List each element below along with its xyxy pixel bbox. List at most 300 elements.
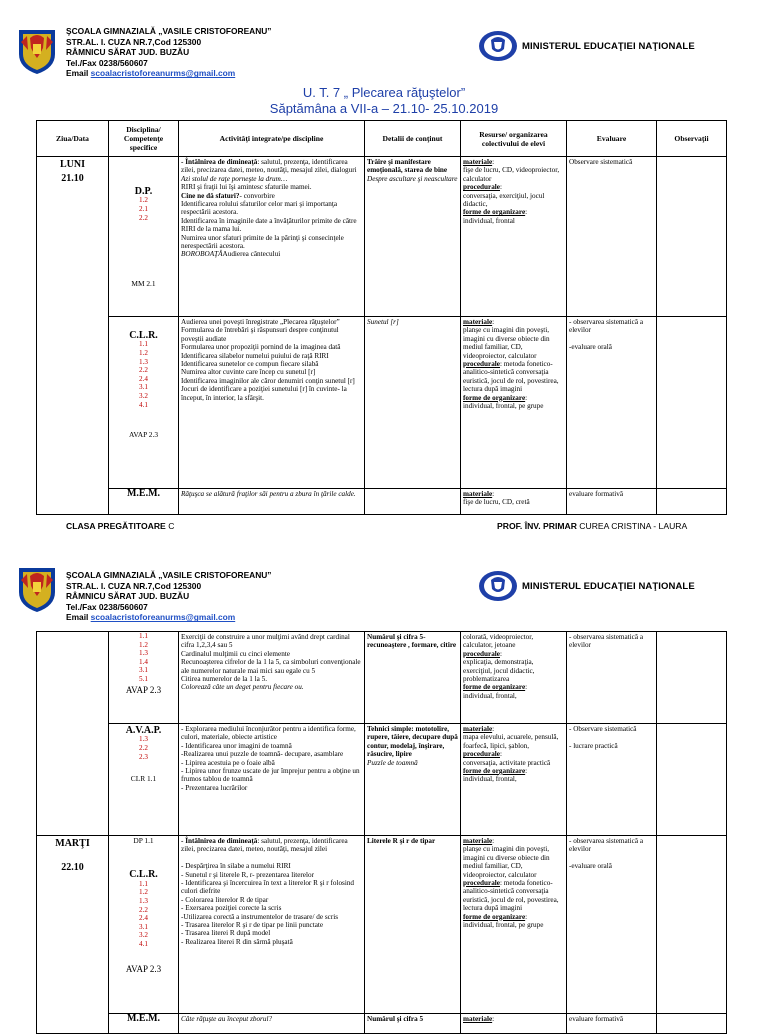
text-run: Exerciţii de construire a unor mulţimi având drept cardinal cifra 1,2,3,4 sau 5 xyxy=(181,633,350,650)
text-run: : xyxy=(492,725,495,733)
text-run: : xyxy=(500,183,502,192)
text-run: : salutul, prezenţa, identificarea zilei, precizarea datei, meteo, noutăţi, mesajul zilei xyxy=(181,837,348,854)
competence-code: 2.2 xyxy=(139,905,148,914)
text-run: - convorbire xyxy=(239,191,275,200)
competence-code: 1.1 xyxy=(139,879,148,888)
table-row xyxy=(37,836,727,1014)
text-run: materiale xyxy=(463,158,493,166)
text-run: : xyxy=(500,649,502,658)
competence-code: 2.4 xyxy=(139,914,148,923)
subject-label: D.P. xyxy=(134,186,153,197)
cell-paragraph xyxy=(463,490,564,498)
cell-paragraph xyxy=(181,921,362,929)
evaluation-cell xyxy=(567,724,657,836)
cell-paragraph xyxy=(463,326,564,360)
text-run: Azi stolul de raţe porneşte la drum… xyxy=(181,174,288,183)
competence-codes xyxy=(111,340,176,409)
plan-table-1 xyxy=(36,120,727,515)
observations-cell xyxy=(657,836,727,1014)
day-name: MARŢI xyxy=(55,838,90,849)
day-cell xyxy=(37,157,109,515)
text-run: fişe de lucru, CD, videoproiector, calculator xyxy=(463,166,560,183)
cell-paragraph xyxy=(181,675,362,683)
school-street: STR.AL. I. CUZA NR.7,Cod 125300 xyxy=(66,580,202,591)
text-run: - Trasarea literelor R şi r de tipar pe linii punctate xyxy=(181,921,324,930)
text-run: procedurale xyxy=(463,360,500,369)
email-label: Email xyxy=(66,612,91,623)
cell-paragraph xyxy=(463,633,564,650)
evaluation-cell xyxy=(567,489,657,515)
text-run: forme de organizare xyxy=(463,767,526,776)
text-run: procedurale xyxy=(463,183,500,192)
school-phone: Tel./Fax 0238/560607 xyxy=(66,57,148,68)
text-run: mapa elevului, acuarele, pensulă, foarfecă, lipici, şablon, xyxy=(463,733,559,750)
content-cell xyxy=(365,489,461,515)
cell-paragraph xyxy=(181,377,362,385)
text-run: colorată, videoproiector, calculator, jetoane xyxy=(463,633,534,650)
text-run: : xyxy=(492,318,495,326)
activities-cell xyxy=(179,836,365,1014)
subject-label: M.E.M. xyxy=(126,1013,161,1024)
cell-paragraph xyxy=(181,742,362,750)
cell-paragraph xyxy=(181,904,362,912)
cell-paragraph xyxy=(463,1015,564,1023)
table-row xyxy=(37,632,727,724)
competence-codes xyxy=(111,880,176,949)
text-run: - Exersarea poziţiei corecte la scris xyxy=(181,904,282,913)
school-street: STR.AL. I. CUZA NR.7,Cod 125300 xyxy=(66,36,202,47)
table-row xyxy=(37,724,727,836)
text-run: : metoda fonetico-analitico-sintetică conversaţia euristică, jocul de rol, povestirea, lectura după imagini xyxy=(463,360,559,394)
text-run: Formularea unor propoziţii pornind de la imaginea dată xyxy=(181,343,341,352)
text-run: procedurale xyxy=(463,879,500,888)
text-run: Identificarea silabelor numelui puiului de raţă RIRI xyxy=(181,351,329,360)
text-run: BOROBOAŢĂ xyxy=(181,250,223,259)
text-run: - Trasarea literei R după model xyxy=(181,929,271,938)
competence-code: 1.2 xyxy=(139,888,148,897)
cell-paragraph xyxy=(463,208,564,216)
cell-paragraph xyxy=(463,725,564,733)
cell-paragraph xyxy=(181,1015,362,1023)
cell-paragraph xyxy=(181,490,362,498)
competence-code: 3.2 xyxy=(139,931,148,940)
cell-paragraph xyxy=(181,879,362,896)
teacher-label: PROF. ÎNV. PRIMAR xyxy=(497,521,580,531)
school-header xyxy=(66,570,272,623)
text-run: - Prezentarea lucrărilor xyxy=(181,783,248,792)
cell-paragraph xyxy=(367,1015,458,1023)
observations-cell xyxy=(657,157,727,317)
text-run: Identificarea imaginilor ale căror denumiri conţin sunetul [r] xyxy=(181,376,355,385)
page-2 xyxy=(0,540,768,1024)
cell-paragraph xyxy=(181,896,362,904)
cell-line: Observare sistematică xyxy=(569,158,633,166)
cell-paragraph xyxy=(181,854,362,862)
text-run: individual, frontal xyxy=(463,216,515,225)
resources-cell xyxy=(461,632,567,724)
text-run: : xyxy=(525,767,528,776)
cell-paragraph xyxy=(463,402,564,410)
competence-code: 1.1 xyxy=(139,632,148,640)
text-run: - Explorarea mediului înconjurător pentru a identifica forme, culori, materiale, obiecte artistice xyxy=(181,725,356,742)
cell-paragraph xyxy=(181,200,362,217)
text-run: planşe cu imagini din poveşti, imagini cu diverse obiecte din mediul familiar, CD, videoproiector, calculator xyxy=(463,845,550,879)
text-run: Cine ne dă sfaturi? xyxy=(181,191,240,200)
competence-code: 1.3 xyxy=(139,897,148,905)
cell-paragraph xyxy=(181,683,362,691)
competence-code: 1.3 xyxy=(139,649,148,658)
cell-paragraph xyxy=(463,158,564,166)
class-label: CLASA PREGĂTITOARE xyxy=(66,521,169,531)
text-run: : salutul, prezenţa, identificarea zilei, precizarea datei, meteo, noutăţi, mesajul zilei, dialoguri xyxy=(181,158,357,175)
cell-paragraph xyxy=(463,650,564,658)
cell-line: -evaluare orală xyxy=(569,862,612,871)
content-cell xyxy=(365,836,461,1014)
text-run: - Realizarea literei R din sârmă pluşată xyxy=(181,937,293,946)
plan-table-2 xyxy=(36,631,727,1034)
table-row xyxy=(37,489,727,515)
text-run: Citirea numerelor de la 1 la 5. xyxy=(181,675,268,684)
col-header: Detalii de conţinut xyxy=(365,121,461,157)
observations-cell xyxy=(657,317,727,489)
cell-line: - observarea sistematică a elevilor xyxy=(569,837,644,854)
cell-paragraph xyxy=(463,775,564,783)
observations-cell xyxy=(657,724,727,836)
cell-paragraph xyxy=(181,326,362,343)
cell-paragraph xyxy=(181,759,362,767)
day-date: 22.10 xyxy=(61,862,84,873)
col-header: Evaluare xyxy=(567,121,657,157)
text-run: - Lipirea unor frunze uscate de jur împrejur pentru a obţine un frumos tablou de toamnă xyxy=(181,767,360,784)
cell-paragraph xyxy=(181,938,362,946)
text-run: - Sunetul r şi literele R, r- prezentarea literelor xyxy=(181,870,314,879)
cell-paragraph xyxy=(463,166,564,183)
text-run: conversaţia, activitate practică xyxy=(463,758,551,767)
cell-line: - observarea sistematică a elevilor xyxy=(569,633,644,650)
table-row xyxy=(37,157,727,317)
text-run: - Întâlnirea de dimineaţă xyxy=(181,837,258,845)
cell-paragraph xyxy=(463,879,564,913)
cell-paragraph xyxy=(181,250,362,258)
activities-cell xyxy=(179,317,365,489)
competence-code: 1.2 xyxy=(139,640,148,649)
evaluation-cell xyxy=(567,157,657,317)
text-run: : metoda fonetico-analitico-sintetică conversaţia euristică, jocul de rol, povestirea, lectura după imagini xyxy=(463,879,559,913)
text-run: -Utilizarea corectă a instrumentelor de trasare/ de scris xyxy=(181,912,339,921)
cell-paragraph xyxy=(181,368,362,376)
competence-code: 2.2 xyxy=(139,744,148,752)
cell-paragraph xyxy=(463,759,564,767)
cell-paragraph xyxy=(463,913,564,921)
ministry-logo xyxy=(478,30,695,62)
competence-code: 2.2 xyxy=(139,213,148,222)
text-run: : xyxy=(525,208,528,217)
subject-cell xyxy=(109,836,179,1014)
cell-paragraph xyxy=(463,692,564,700)
cell-paragraph xyxy=(367,318,458,326)
cell-paragraph xyxy=(463,318,564,326)
text-run: Puzzle de toamnă xyxy=(367,758,418,767)
text-run: - Identificarea unor imagini de toamnă xyxy=(181,741,292,750)
cell-paragraph xyxy=(181,158,362,175)
text-run: : xyxy=(525,683,528,692)
email-link[interactable]: scoalacristoforeanurms@gmail.com xyxy=(90,68,236,79)
cell-paragraph xyxy=(463,683,564,691)
cell-paragraph xyxy=(181,837,362,854)
ministry-label: MINISTERUL EDUCAŢIEI NAŢIONALE xyxy=(522,580,695,592)
text-run: -Realizarea unui puzzle de toamnă- decupare, asamblare xyxy=(181,750,344,759)
subject-label: A.V.A.P. xyxy=(125,725,162,736)
cell-paragraph xyxy=(367,759,458,767)
teacher-name: CUREA CRISTINA - LAURA xyxy=(579,521,688,531)
text-run: - Identificarea şi încercuirea în text a literelor R şi r folosind culori diefrite xyxy=(181,879,355,896)
cell-paragraph xyxy=(181,862,362,870)
subject-cell xyxy=(109,632,179,724)
cell-paragraph xyxy=(181,650,362,658)
subject-cell xyxy=(109,489,179,515)
content-cell xyxy=(365,317,461,489)
school-name: ŞCOALA GIMNAZIALĂ „VASILE CRISTOFOREANU” xyxy=(66,26,272,36)
evaluation-cell xyxy=(567,836,657,1014)
resources-cell xyxy=(461,836,567,1014)
email-link[interactable]: scoalacristoforeanurms@gmail.com xyxy=(90,612,236,623)
cell-paragraph xyxy=(367,725,458,759)
text-run: Numărul şi cifra 5 xyxy=(367,1015,424,1023)
text-run: Numirea altor cuvinte care încep cu sunetul [r] xyxy=(181,368,316,377)
competence-code: 4.1 xyxy=(139,939,148,948)
cell-line xyxy=(569,335,654,343)
cell-paragraph xyxy=(181,385,362,402)
text-run: : xyxy=(492,837,495,845)
pre-code: DP 1.1 xyxy=(133,836,154,845)
table-row xyxy=(37,317,727,489)
unit-title xyxy=(0,85,768,117)
activities-cell xyxy=(179,489,365,515)
text-run: individual, frontal, pe grupe xyxy=(463,921,544,930)
cell-paragraph xyxy=(463,837,564,845)
class-letter: C xyxy=(168,521,175,531)
cell-line: - Observare sistematică xyxy=(569,725,637,733)
competence-code: 2.2 xyxy=(139,366,148,375)
text-run: : xyxy=(492,1015,495,1023)
romania-coat-of-arms-icon xyxy=(16,566,58,614)
cell-paragraph xyxy=(181,633,362,650)
cell-paragraph xyxy=(463,192,564,209)
day-cell xyxy=(37,632,109,836)
ministry-label: MINISTERUL EDUCAŢIEI NAŢIONALE xyxy=(522,40,695,52)
subject-label: M.E.M. xyxy=(126,488,161,499)
competence-code: 4.1 xyxy=(139,400,148,409)
cell-line xyxy=(569,854,654,862)
col-header: Activităţi integrate/pe discipline xyxy=(179,121,365,157)
subject-cell xyxy=(109,157,179,317)
cell-paragraph xyxy=(181,192,362,200)
text-run: Audierea cântecului xyxy=(222,250,281,259)
competence-codes xyxy=(111,196,176,222)
cell-paragraph xyxy=(181,871,362,879)
resources-cell xyxy=(461,317,567,489)
government-emblem-icon xyxy=(478,570,518,602)
text-run: Jocuri de identificare a poziţiei sunetului [r] în cuvinte- la început, în interior, la sfârşit. xyxy=(181,385,347,402)
text-run: : xyxy=(525,393,528,402)
cell-paragraph xyxy=(463,183,564,191)
cell-paragraph xyxy=(463,921,564,929)
text-run: individual, frontal, xyxy=(463,775,517,784)
cell-paragraph xyxy=(181,343,362,351)
text-run: individual, frontal, xyxy=(463,691,517,700)
extra-code: MM 2.1 xyxy=(131,279,156,289)
text-run: planşe cu imagini din poveşti, imagini cu diverse obiecte din mediul familiar, CD, videoproiector, calculator xyxy=(463,326,550,360)
text-run: Numirea unor sfaturi primite de la părinţi şi consecinţele nerespectării acestora. xyxy=(181,233,344,251)
cell-paragraph xyxy=(367,158,458,175)
text-run: Numărul şi cifra 5- recunoaştere , formare, citire xyxy=(367,633,457,650)
extra-code: AVAP 2.3 xyxy=(125,963,162,974)
text-run: Colorează câte un deget pentru fiecare ou. xyxy=(181,683,304,692)
cell-paragraph xyxy=(181,929,362,937)
text-run: fişe de lucru, CD, cretă xyxy=(463,498,530,507)
title-line-2: Săptămâna a VII-a – 21.10- 25.10.2019 xyxy=(269,101,499,116)
resources-cell xyxy=(461,157,567,317)
cell-paragraph xyxy=(181,234,362,251)
email-label: Email xyxy=(66,68,91,79)
text-run: procedurale xyxy=(463,750,500,759)
cell-paragraph xyxy=(463,217,564,225)
cell-line: evaluare formativă xyxy=(569,490,624,498)
col-header: Observaţii xyxy=(657,121,727,157)
competence-code: 5.1 xyxy=(139,674,148,683)
cell-paragraph xyxy=(367,633,458,650)
cell-paragraph xyxy=(181,352,362,360)
subject-cell xyxy=(109,724,179,836)
text-run: : xyxy=(492,158,495,166)
school-header xyxy=(66,26,272,79)
footer-class xyxy=(66,521,174,531)
cell-paragraph xyxy=(181,767,362,784)
cell-paragraph xyxy=(181,318,362,326)
col-header: Resurse/ organizarea colectivului de elevi xyxy=(461,121,567,157)
school-city: RÂMNICU SĂRAT JUD. BUZĂU xyxy=(66,47,190,58)
cell-paragraph xyxy=(463,733,564,750)
content-cell xyxy=(365,157,461,317)
text-run: forme de organizare xyxy=(463,683,526,692)
text-run: individual, frontal, pe grupe xyxy=(463,402,544,411)
subject-label: C.L.R. xyxy=(129,330,158,341)
col-header: Disciplina/ Competenţe specifice xyxy=(109,121,179,157)
cell-paragraph xyxy=(463,767,564,775)
text-run: : xyxy=(500,750,502,759)
cell-paragraph xyxy=(181,913,362,921)
text-run: explicaţia, demonstraţia, exerciţiul, jocul didactic, problematizarea xyxy=(463,658,535,684)
school-city: RÂMNICU SĂRAT JUD. BUZĂU xyxy=(66,591,190,602)
text-run: forme de organizare xyxy=(463,208,526,217)
competence-codes xyxy=(111,735,176,761)
cell-paragraph xyxy=(367,175,458,183)
activities-cell xyxy=(179,724,365,836)
cell-paragraph xyxy=(463,750,564,758)
text-run: Literele R şi r de tipar xyxy=(367,837,436,845)
text-run: RIRI şi fraţii lui îşi amintesc sfaturile mamei. xyxy=(181,183,312,192)
text-run: : xyxy=(492,490,495,498)
romania-coat-of-arms-icon xyxy=(16,28,58,76)
cell-line: - lucrare practică xyxy=(569,741,618,750)
col-header: Ziua/Data xyxy=(37,121,109,157)
text-run: procedurale xyxy=(463,649,500,658)
cell-line: - observarea sistematică a elevilor xyxy=(569,318,644,335)
text-run: Recunoaşterea cifrelor de la 1 la 5, ca simboluri convenţionale ale numerelor naturale mai mici sau egale cu 5 xyxy=(181,658,361,675)
extra-code: AVAP 2.3 xyxy=(125,684,162,695)
text-run: materiale xyxy=(463,837,493,845)
text-run: Trăire şi manifestare emoţională, starea de bine xyxy=(367,158,448,175)
text-run: Despre ascultare şi neascultare xyxy=(367,174,458,183)
text-run: Formularea de întrebări şi răspunsuri despre conţinutul poveştii audiate xyxy=(181,326,339,343)
competence-code: 1.1 xyxy=(139,340,148,349)
competence-code: 1.4 xyxy=(139,657,148,666)
text-run: Tehnici simple: mototolire, rupere, tăiere, decupare după contur, modelaj, înşirare, răsucire, lipire xyxy=(367,725,458,759)
school-name: ŞCOALA GIMNAZIALĂ „VASILE CRISTOFOREANU” xyxy=(66,570,272,580)
text-run: - Întâlnirea de dimineaţă xyxy=(181,158,258,166)
competence-code: 1.2 xyxy=(139,196,148,205)
competence-code: 2.3 xyxy=(139,752,148,761)
observations-cell xyxy=(657,632,727,724)
text-run: - Lipirea acestuia pe o foaie albă xyxy=(181,758,275,767)
text-run: Identificarea sunetelor ce compun fiecare silabă xyxy=(181,360,319,369)
resources-cell xyxy=(461,724,567,836)
cell-line xyxy=(569,733,654,741)
subject-cell xyxy=(109,317,179,489)
text-run: materiale xyxy=(463,318,493,326)
competence-code: 1.3 xyxy=(139,357,148,366)
resources-cell xyxy=(461,489,567,515)
cell-paragraph xyxy=(181,750,362,758)
cell-paragraph xyxy=(463,498,564,506)
cell-line: -evaluare orală xyxy=(569,343,612,352)
text-run: : xyxy=(525,912,528,921)
competence-code: 1.3 xyxy=(139,735,148,744)
day-cell xyxy=(37,836,109,1034)
competence-code: 3.2 xyxy=(139,391,148,400)
day-name: LUNI xyxy=(59,159,85,170)
cell-paragraph xyxy=(463,658,564,683)
text-run: Sunetul [r] xyxy=(367,318,399,326)
text-run: Răţuşca se alătură fraţilor săi pentru a zbura în ţările calde. xyxy=(181,490,356,498)
text-run: forme de organizare xyxy=(463,912,526,921)
school-phone: Tel./Fax 0238/560607 xyxy=(66,601,148,612)
text-run: - Colorarea literelor R de tipar xyxy=(181,895,269,904)
text-run: materiale xyxy=(463,1015,493,1023)
text-run: Câte răţuşte au început zborul? xyxy=(181,1015,273,1023)
cell-line: evaluare formativă xyxy=(569,1015,624,1023)
text-run: Audierea unei poveşti înregistrate „Plecarea răţuştelor” xyxy=(181,318,340,326)
competence-code: 2.4 xyxy=(139,374,148,383)
competence-code: 3.1 xyxy=(139,383,148,392)
competence-code: 3.1 xyxy=(139,922,148,931)
subject-label: C.L.R. xyxy=(129,869,158,881)
day-date: 21.10 xyxy=(61,173,84,184)
text-run: materiale xyxy=(463,490,493,498)
cell-paragraph xyxy=(181,658,362,675)
footer-teacher xyxy=(497,521,687,531)
text-run: conversaţia, exerciţiul, jocul didactic, xyxy=(463,191,545,209)
cell-paragraph xyxy=(181,183,362,191)
cell-paragraph xyxy=(181,175,362,183)
cell-paragraph xyxy=(181,360,362,368)
cell-paragraph xyxy=(463,845,564,879)
observations-cell xyxy=(657,489,727,515)
cell-paragraph xyxy=(367,837,458,845)
text-run: Cardinalul mulţimii cu cinci elemente xyxy=(181,649,290,658)
text-run: forme de organizare xyxy=(463,393,526,402)
activities-cell xyxy=(179,157,365,317)
